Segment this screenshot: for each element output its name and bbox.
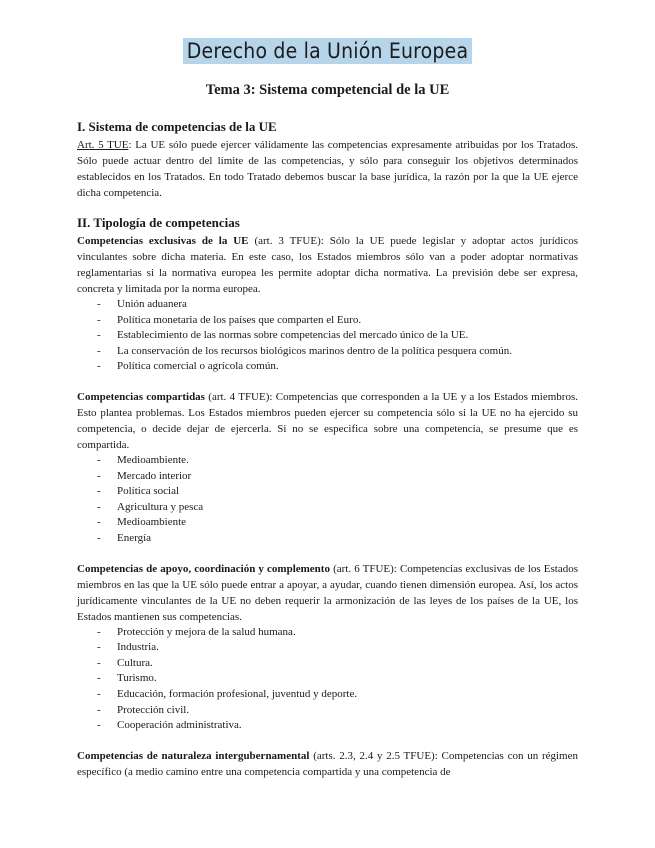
section-2-heading: II. Tipología de competencias [77, 215, 240, 230]
competence-term: Competencias de apoyo, coordinación y complemento [77, 562, 330, 575]
list-item: - Protección civil. [97, 703, 578, 719]
list-item: - Educación, formación profesional, juventud y deporte. [97, 687, 578, 703]
section-1-text: : La UE sólo puede ejercer válidamente las competencias expresamente atribuidas por los Tratados. Sólo puede actuar dentro del límite de las competencias, y sólo para conseguir los objetivos determinados establecidos en los Tratados. En todo Tratado debemos buscar la base jurídica, la razón por la que la UE ejerce dicha competencia. [77, 139, 578, 199]
section-1-paragraph [77, 137, 578, 201]
competence-block-exclusive [77, 233, 578, 375]
list-item: - Medioambiente. [97, 453, 578, 469]
competence-block-intergovernmental [77, 748, 578, 780]
document-subtitle: Tema 3: Sistema competencial de la UE [205, 82, 450, 98]
competence-text: (arts. 2.3, 2.4 y 2.5 TFUE): Competencias con un régimen específico (a medio camino entre una competencia compartida y una competencia de [77, 749, 578, 778]
section-1-heading: I. Sistema de competencias de la UE [77, 119, 277, 134]
competence-list [77, 625, 578, 734]
list-item: - Protección y mejora de la salud humana. [97, 625, 578, 641]
list-item: - Turismo. [97, 671, 578, 687]
list-item: - Política social [97, 484, 578, 500]
list-item: - Política comercial o agrícola común. [97, 359, 578, 375]
article-reference: Art. 5 TUE [77, 139, 129, 151]
list-item: - Medioambiente [97, 515, 578, 531]
competence-term: Competencias de naturaleza intergubernamental [77, 749, 310, 762]
list-item: - Industria. [97, 640, 578, 656]
list-item: - Establecimiento de las normas sobre competencias del mercado único de la UE. [97, 328, 578, 344]
competence-list [77, 297, 578, 375]
competence-block-support [77, 561, 578, 734]
title-wrap [77, 38, 578, 64]
document-title: Derecho de la Unión Europea [183, 38, 472, 64]
list-item: - Cooperación administrativa. [97, 718, 578, 734]
list-item: - Cultura. [97, 656, 578, 672]
competence-text: (art. 6 TFUE): Competencias exclusivas de los Estados miembros en las que la UE sólo puede entrar a apoyar, a ayudar, cuando tienen dimensión europea. Así, los actos jurídicamente vinculantes de la UE no deben requerir la armonización de las leyes de los países de la UE, los Estados mantienen sus competencias. [77, 562, 578, 623]
list-item: - Política monetaria de los países que comparten el Euro. [97, 313, 578, 329]
competence-block-shared [77, 389, 578, 547]
list-item: - Energía [97, 531, 578, 547]
competence-text: (art. 3 TFUE): Sólo la UE puede legislar y adoptar actos jurídicos vinculantes sobre dicha materia. En este caso, los Estados miembros sólo van a poder adoptar normativas reglamentarias si la normativa europea les permite adoptar dicha normativa. La previsión debe ser expresa, concreta y limitada por la norma europea. [77, 235, 578, 295]
competence-text: (art. 4 TFUE): Competencias que corresponden a la UE y a los Estados miembros. Esto plantea problemas. Los Estados miembros pueden ejercer su competencia sólo si la UE no ha ejercido su competencia, o decide dejar de ejercerla. Si no se especifica sobre una competencia, se presume que es compartida. [77, 390, 578, 451]
list-item: - Agricultura y pesca [97, 500, 578, 516]
list-item: - La conservación de los recursos biológicos marinos dentro de la política pesquera común. [97, 344, 578, 360]
competence-list [77, 453, 578, 547]
competence-term: Competencias compartidas [77, 390, 205, 403]
competence-term: Competencias exclusivas de la UE [77, 235, 249, 247]
list-item: - Unión aduanera [97, 297, 578, 313]
list-item: - Mercado interior [97, 469, 578, 485]
